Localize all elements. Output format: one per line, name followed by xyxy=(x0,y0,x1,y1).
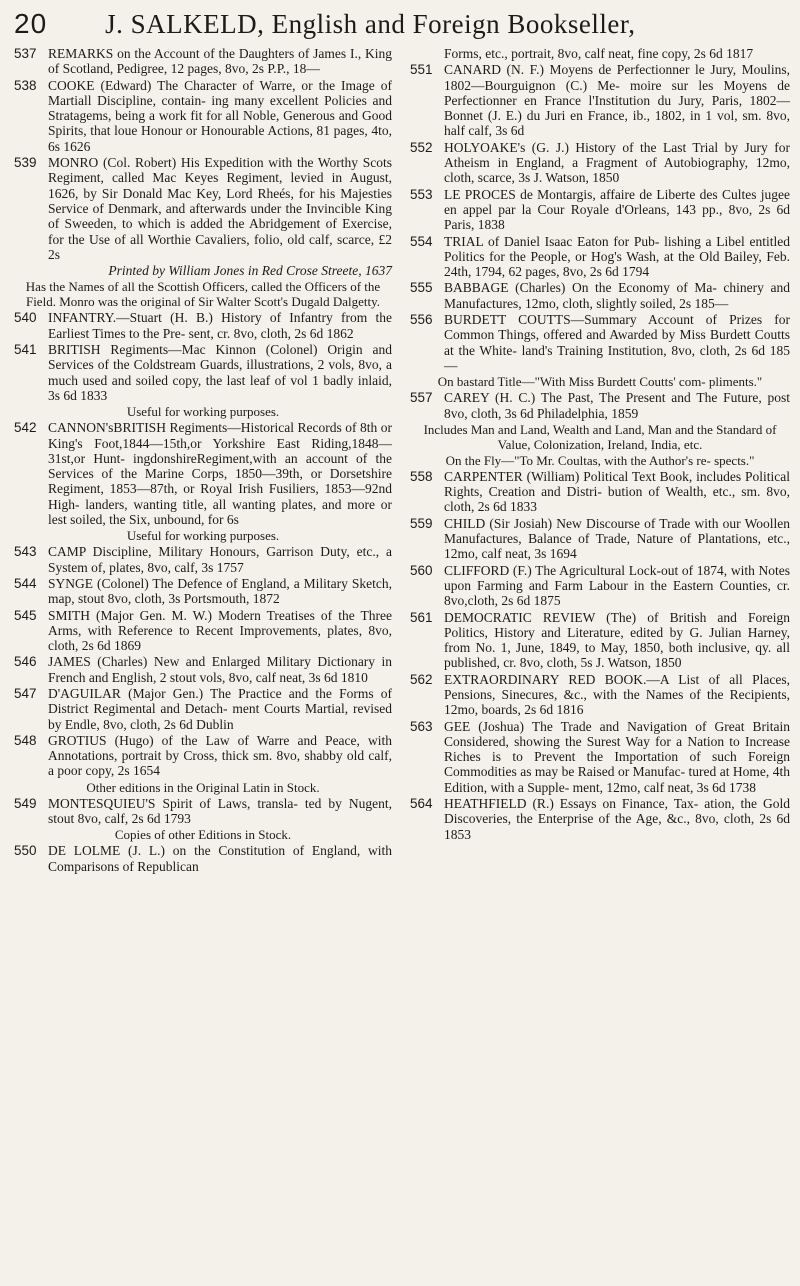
entry-text: GEE (Joshua) The Trade and Navigation of Great Britain Considered, showing the Surest Way for a Nation to Increase Riches is to Prevent the Importation of such Foreign Commodities as may be Raised or Manufac- tured at Home, 4th Edition, with a Supple- ment, 12mo, calf neat, 3s 6d 1738 xyxy=(444,718,790,795)
entry-text: CANNON'sBRITISH Regiments—Historical Records of 8th or King's Foot,1844—15th,or Yorkshire East Riding,1848—31st,or Hunt- ingdonshireRegiment,with an account of the Services of the Marine Corps, 1850—39th, or Dorsetshire Regiment, 1853—87th, or Royal Irish Fusiliers, 1853—92nd High- landers, wanting title, all wanting plates, and more or lest soiled, the Six, unbound, for 6s xyxy=(48,420,392,528)
entry-text: MONRO (Col. Robert) His Expedition with the Worthy Scots Regiment, called Mac Keyes Regiment, levied in August, 1626, by Sir Donald Mac Key, Lord Rheés, for his Majesties Service of Denmark, and afterwards under the Invincible King of Sweeden, to which is added the Abridgement of Exercise, for the Use of all Worthie Cavaliers, folio, old calf, scarce, £2 2s xyxy=(48,155,392,262)
entry-text: SMITH (Major Gen. M. W.) Modern Treatises of the Three Arms, with Reference to Recent Improvements, plates, 8vo, cloth, 2s 6d 1869 xyxy=(48,607,392,654)
entry-number: 548 xyxy=(14,732,37,748)
entry-number: 558 xyxy=(410,468,433,484)
entry-text: INFANTRY.—Stuart (H. B.) History of Infantry from the Earliest Times to the Pre- sent, cr. 8vo, cloth, 2s 6d 1862 xyxy=(48,310,392,341)
catalogue-entry xyxy=(14,686,392,732)
entry-number: 545 xyxy=(14,607,37,623)
catalogue-note: On bastard Title—"With Miss Burdett Coutts' com- pliments." xyxy=(437,374,763,390)
catalogue-entry xyxy=(14,576,392,607)
catalogue-entry xyxy=(14,654,392,685)
catalogue-entry xyxy=(14,544,392,575)
entry-text: HEATHFIELD (R.) Essays on Finance, Tax- ation, the Gold Discoveries, the Enterprise of the Age, &c., 8vo, cloth, 2s 6d 1853 xyxy=(444,796,790,842)
entry-number: 555 xyxy=(410,280,433,296)
catalogue-entry xyxy=(410,563,790,609)
entry-number: 564 xyxy=(410,796,433,812)
entry-text: REMARKS on the Account of the Daughters of James I., King of Scotland, Pedigree, 12 pages, 8vo, 2s P.P., 18— xyxy=(48,46,392,77)
catalogue-note: Useful for working purposes. xyxy=(126,404,280,420)
catalogue-entry xyxy=(14,310,392,341)
entry-text: DEMOCRATIC REVIEW (The) of British and Foreign Politics, History and Literature, edited by G. Julian Harney, from No. 1, June, 1849, to May, 1850, both inclusive, qy. all published, cr. 8vo, cloth, 5s J. Watson, 1850 xyxy=(444,609,790,671)
catalogue-entry xyxy=(410,796,790,842)
catalogue-entry xyxy=(410,719,790,795)
entry-text: CLIFFORD (F.) The Agricultural Lock-out of 1874, with Notes upon Farming and Farm Labour in the Eastern Counties, cr. 8vo,cloth, 2s 6d 1875 xyxy=(444,562,790,609)
running-title: J. SALKELD, English and Foreign Bookseller, xyxy=(105,9,636,39)
left-column xyxy=(14,46,392,875)
entry-number: 550 xyxy=(14,843,37,859)
entry-text: GROTIUS (Hugo) of the Law of Warre and Peace, with Annotations, portrait by Cross, thick sm. 8vo, shabby old calf, a poor copy, 2s 1654 xyxy=(48,732,392,779)
catalogue-entry xyxy=(14,796,392,827)
entry-text: BURDETT COUTTS—Summary Account of Prizes for Common Things, offered and Awarded by Miss Burdett Coutts at the White- land's Training Institution, 8vo, cloth, 2s 6d 185— xyxy=(444,312,790,373)
right-column xyxy=(410,46,790,875)
entry-number: 537 xyxy=(14,46,37,61)
entry-number: 541 xyxy=(14,342,37,358)
catalogue-entry xyxy=(410,516,790,562)
entry-text: SYNGE (Colonel) The Defence of England, a Military Sketch, map, stout 8vo, cloth, 3s Portsmouth, 1872 xyxy=(48,575,392,607)
entry-number: 546 xyxy=(14,654,37,670)
entry-text: CAMP Discipline, Military Honours, Garrison Duty, etc., a System of, plates, 8vo, calf, 3s 1757 xyxy=(48,544,392,575)
page-number: 20 xyxy=(14,8,48,39)
entry-number: 562 xyxy=(410,671,433,687)
entry-number: 538 xyxy=(14,77,37,93)
catalogue-entry xyxy=(14,342,392,403)
catalogue-entry xyxy=(14,155,392,262)
entry-number: 554 xyxy=(410,233,433,249)
entry-number: 553 xyxy=(410,186,433,202)
entry-number: 552 xyxy=(410,139,433,155)
entry-number: 559 xyxy=(410,515,433,531)
catalogue-entry xyxy=(410,610,790,671)
entry-number: 560 xyxy=(410,562,433,578)
entry-text: CAREY (H. C.) The Past, The Present and The Future, post 8vo, cloth, 3s 6d Philadelphia, 1859 xyxy=(444,390,790,421)
catalogue-entry xyxy=(410,672,790,718)
catalogue-entry xyxy=(410,140,790,186)
imprint-line: Printed by William Jones in Red Crose Streete, 1637 xyxy=(108,263,392,279)
entry-text: EXTRAORDINARY RED BOOK.—A List of all Places, Pensions, Sinecures, &c., with the Names of the Recipients, 12mo, boards, 2s 6d 1816 xyxy=(444,671,790,718)
catalogue-note: On the Fly—"To Mr. Coultas, with the Author's re- spects." xyxy=(445,452,755,468)
catalogue-entry xyxy=(14,843,392,874)
entry-text: DE LOLME (J. L.) on the Constitution of England, with Comparisons of Republican xyxy=(48,843,392,874)
entry-text: CARPENTER (William) Political Text Book, includes Political Rights, Creation and Distri- bution of Wealth, etc., sm. 8vo, cloth, 2s 6d 1833 xyxy=(444,468,790,515)
entry-text: JAMES (Charles) New and Enlarged Military Dictionary in French and English, 2 stout vols, 8vo, calf neat, 3s 6d 1810 xyxy=(48,654,392,685)
entry-number: 556 xyxy=(410,312,433,328)
catalogue-entry xyxy=(14,420,392,527)
entry-number: 539 xyxy=(14,155,37,171)
entry-text: LE PROCES de Montargis, affaire de Liberte des Cultes jugee en appel par la Cour Royale d'Orleans, 143 pp., 8vo, 2s 6d Paris, 1838 xyxy=(444,186,790,233)
entry-number: 557 xyxy=(410,390,433,406)
catalogue-entry xyxy=(14,78,392,154)
catalogue-note: Useful for working purposes. xyxy=(126,528,280,544)
entry-text: HOLYOAKE's (G. J.) History of the Last Trial by Jury for Atheism in England, a Fragment of Autobiography, 12mo, cloth, scarce, 3s J. Watson, 1850 xyxy=(444,139,790,186)
entry-text: COOKE (Edward) The Character of Warre, or the Image of Martiall Discipline, contain- ing many excellent Policies and Stratagems, being a work fit for all Noble, Generous and Good Spirits, that loue Honour or Honourable Actions, 81 pages, 4to, 6s 1626 xyxy=(48,77,392,154)
entry-number: 544 xyxy=(14,575,37,591)
catalogue-note: Includes Man and Land, Wealth and Land, Man and the Standard of Value, Colonization, Ireland, India, etc. xyxy=(423,421,777,452)
catalogue-note: Has the Names of all the Scottish Officers, called the Officers of the Field. Monro was the original of Sir Walter Scott's Dugald Dalgetty. xyxy=(25,279,381,310)
entry-text: BABBAGE (Charles) On the Economy of Ma- chinery and Manufactures, 12mo, cloth, slightly soiled, 2s 185— xyxy=(444,280,790,311)
catalogue-entry xyxy=(410,280,790,311)
catalogue-entry xyxy=(14,733,392,779)
entry-text: MONTESQUIEU'S Spirit of Laws, transla- ted by Nugent, stout 8vo, calf, 2s 6d 1793 xyxy=(48,795,392,827)
catalogue-entry xyxy=(410,469,790,515)
catalogue-entry xyxy=(14,46,392,77)
entry-number: 551 xyxy=(410,62,433,78)
catalogue-entry xyxy=(410,187,790,233)
entry-text: BRITISH Regiments—Mac Kinnon (Colonel) Origin and Services of the Coldstream Guards, illustrations, 2 vols, 8vo, a much used and soiled copy, the last leaf of vol 1 badly inlaid, 3s 6d 1833 xyxy=(48,342,392,403)
page-header xyxy=(14,8,790,46)
entry-text: TRIAL of Daniel Isaac Eaton for Pub- lishing a Libel entitled Politics for the People, or Hog's Wash, at the Old Bailey, Feb. 24th, 1794, 62 pages, 8vo, 2s 6d 1794 xyxy=(444,233,790,280)
entry-number: 563 xyxy=(410,718,433,734)
catalogue-entry xyxy=(410,312,790,373)
catalogue-entry xyxy=(410,234,790,280)
catalogue-note: Copies of other Editions in Stock. xyxy=(114,827,292,843)
entry-text: D'AGUILAR (Major Gen.) The Practice and the Forms of District Regimental and Detach- ment Courts Martial, revised by Endle, 8vo, cloth, 2s 6d Dublin xyxy=(48,685,392,732)
catalogue-note: Other editions in the Original Latin in Stock. xyxy=(86,779,320,795)
entry-number: 549 xyxy=(14,795,37,811)
entry-number: 543 xyxy=(14,544,37,560)
entry-continuation: Forms, etc., portrait, 8vo, calf neat, fine copy, 2s 6d 1817 xyxy=(444,46,754,61)
entry-text: CANARD (N. F.) Moyens de Perfectionner le Jury, Moulins, 1802—Bourguignon (C.) Me- moire sur les Moyens de Perfectionner en France l'Institution du Jury, Paris, 1802— Bonnet (J. E.) du Juri en France, ib., 1802, in 1 vol, sm. 8vo, half calf, 3s 6d xyxy=(444,62,790,139)
entry-number: 547 xyxy=(14,685,37,701)
catalogue-columns xyxy=(14,46,790,875)
entry-text: CHILD (Sir Josiah) New Discourse of Trade with our Woollen Manufactures, Balance of Trade, Nature of Plantations, etc., 12mo, calf neat, 3s 1694 xyxy=(444,515,790,562)
entry-number: 540 xyxy=(14,310,37,326)
entry-number: 561 xyxy=(410,609,433,625)
catalogue-entry xyxy=(410,390,790,421)
catalogue-entry xyxy=(410,62,790,138)
entry-number: 542 xyxy=(14,420,37,436)
catalogue-entry xyxy=(14,608,392,654)
